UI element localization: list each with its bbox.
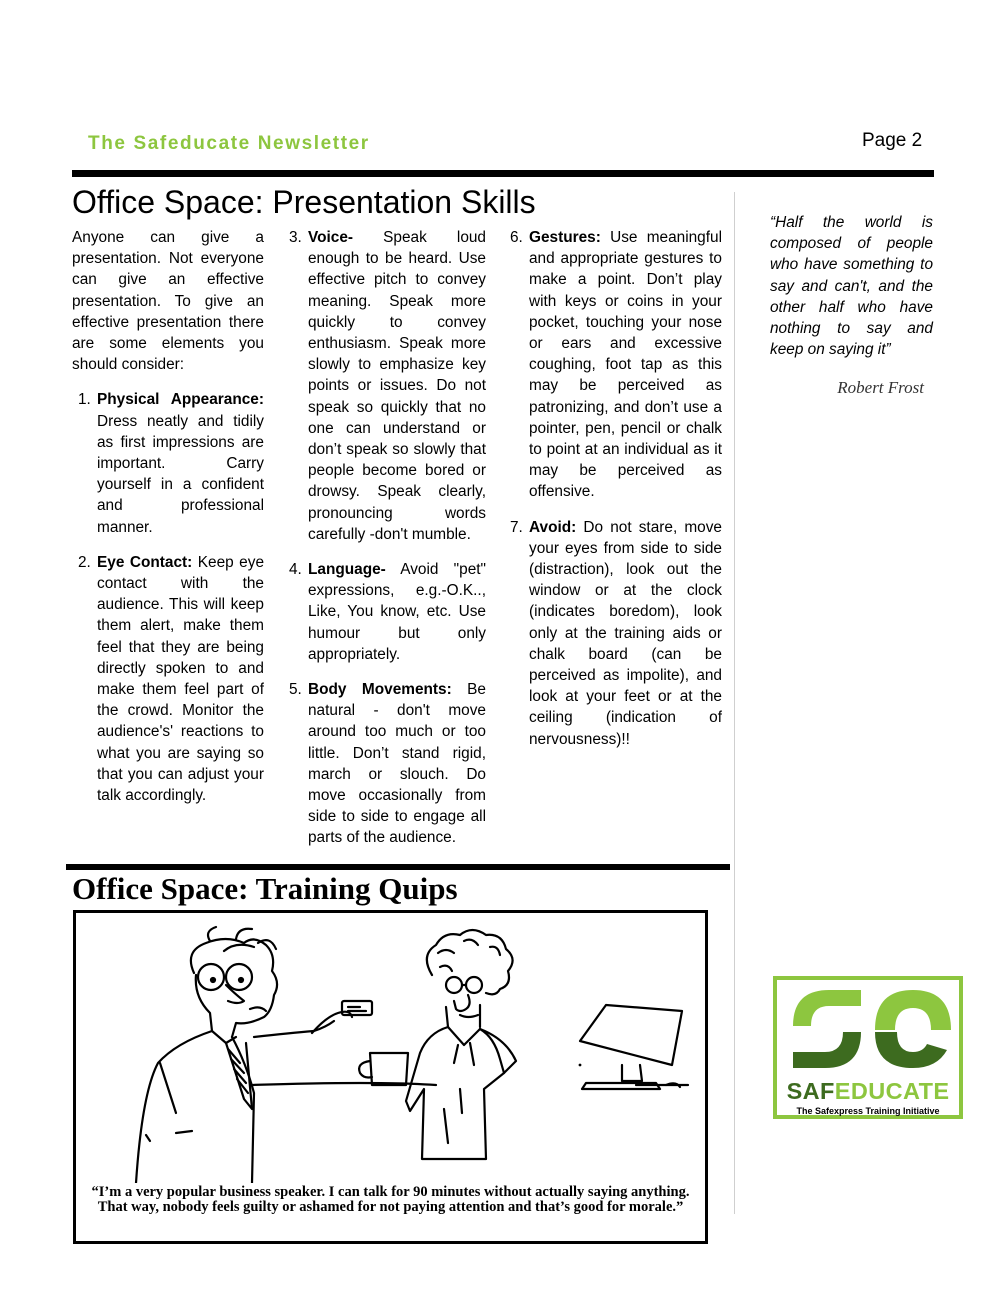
header-rule: [72, 170, 934, 177]
list-item: 4. Language- Avoid "pet" expressions, e.g.-O.K.., Like, You know, etc. Use humour but only appropriately.: [289, 561, 486, 663]
logo-wordmark: SAFEDUCATE: [786, 1078, 950, 1104]
item-term: Physical Appearance:: [97, 391, 264, 409]
item-term: Body Movements:: [308, 681, 452, 699]
logo-tagline: The Safexpress Training Initiative: [796, 1106, 940, 1116]
item-term: Language-: [308, 561, 386, 579]
quote-author: Robert Frost: [837, 378, 924, 397]
list-item: 6. Gestures: Use meaningful and appropriate gestures to make a point. Don’t play with keys or coins in your pocket, touching your nose or ears and excessive coughing, foot tap as this may be perceived as patronizing, and don’t use a pointer, pen, pencil or chalk to point at an individual as it may be perceived as offensive.: [510, 229, 722, 501]
list-item: 1. Physical Appearance: Dress neatly and tidily as first impressions are important. Carry yourself in a confident and professional manner.: [78, 391, 264, 536]
sidebar-divider: [734, 192, 735, 1214]
quips-title: Office Space: Training Quips: [72, 871, 458, 906]
list-item: 7. Avoid: Do not stare, move your eyes from side to side (distraction), look out the window or at the clock (indicates boredom), look only at the training aids or chalk board (can be perceived as impolite), and look at your feet or at the ceiling (indication of nervousness)!!: [510, 518, 722, 748]
safeducate-logo: [773, 976, 963, 1119]
list-item: 5. Body Movements: Be natural - don't move around too much or too little. Don’t stand rigid, march or slouch. Do move occasionally from side to side to engage all parts of the audience.: [289, 681, 486, 847]
item-term: Voice-: [308, 229, 354, 246]
item-term: Eye Contact:: [97, 553, 193, 571]
sidebar-quote: “Half the world is composed of people who have something to say and can't, and the other half who have nothing to say and keep on saying it”: [770, 214, 933, 359]
page-number: Page 2: [862, 130, 923, 151]
item-term: Avoid:: [529, 518, 577, 536]
logo-mark: [777, 980, 959, 1080]
section-rule: [66, 864, 730, 870]
cartoon-image: [73, 910, 708, 1244]
cartoon-drawing: [76, 913, 705, 1183]
article-title: Office Space: Presentation Skills: [72, 184, 536, 220]
list-item: 3. Voice- Speak loud enough to be heard. Use effective pitch to convey meaning. Speak more quickly to convey enthusiasm. Speak more slowly to emphasize key points or issues. Do not speak so quickly that no one can understand or don’t speak so slowly that people become bored or drowsy. Speak clearly, pronouncing words carefully -don't mumble.: [289, 229, 486, 543]
newsletter-name: The Safeducate Newsletter: [88, 133, 370, 154]
article-column-2: [283, 227, 486, 865]
article-intro: Anyone can give a presentation. Not everyone can give an effective presentation. To give an effective presentation there are some elements you should consider:: [72, 229, 264, 374]
item-term: Gestures:: [529, 229, 601, 246]
list-item: 2. Eye Contact: Keep eye contact with the audience. This will keep them alert, make them feel that they are being directly spoken to and make them feel part of the crowd. Monitor the audience's' reactions to what you are saying so that you can adjust your talk accordingly.: [78, 553, 264, 805]
article-column-1: [72, 227, 264, 865]
cartoon-caption: “I’m a very popular business speaker. I can talk for 90 minutes without actually saying anything. That way, nobody feels guilty or ashamed for not paying attention and that’s good for morale.”: [91, 1184, 690, 1215]
article-column-3: [504, 227, 722, 865]
